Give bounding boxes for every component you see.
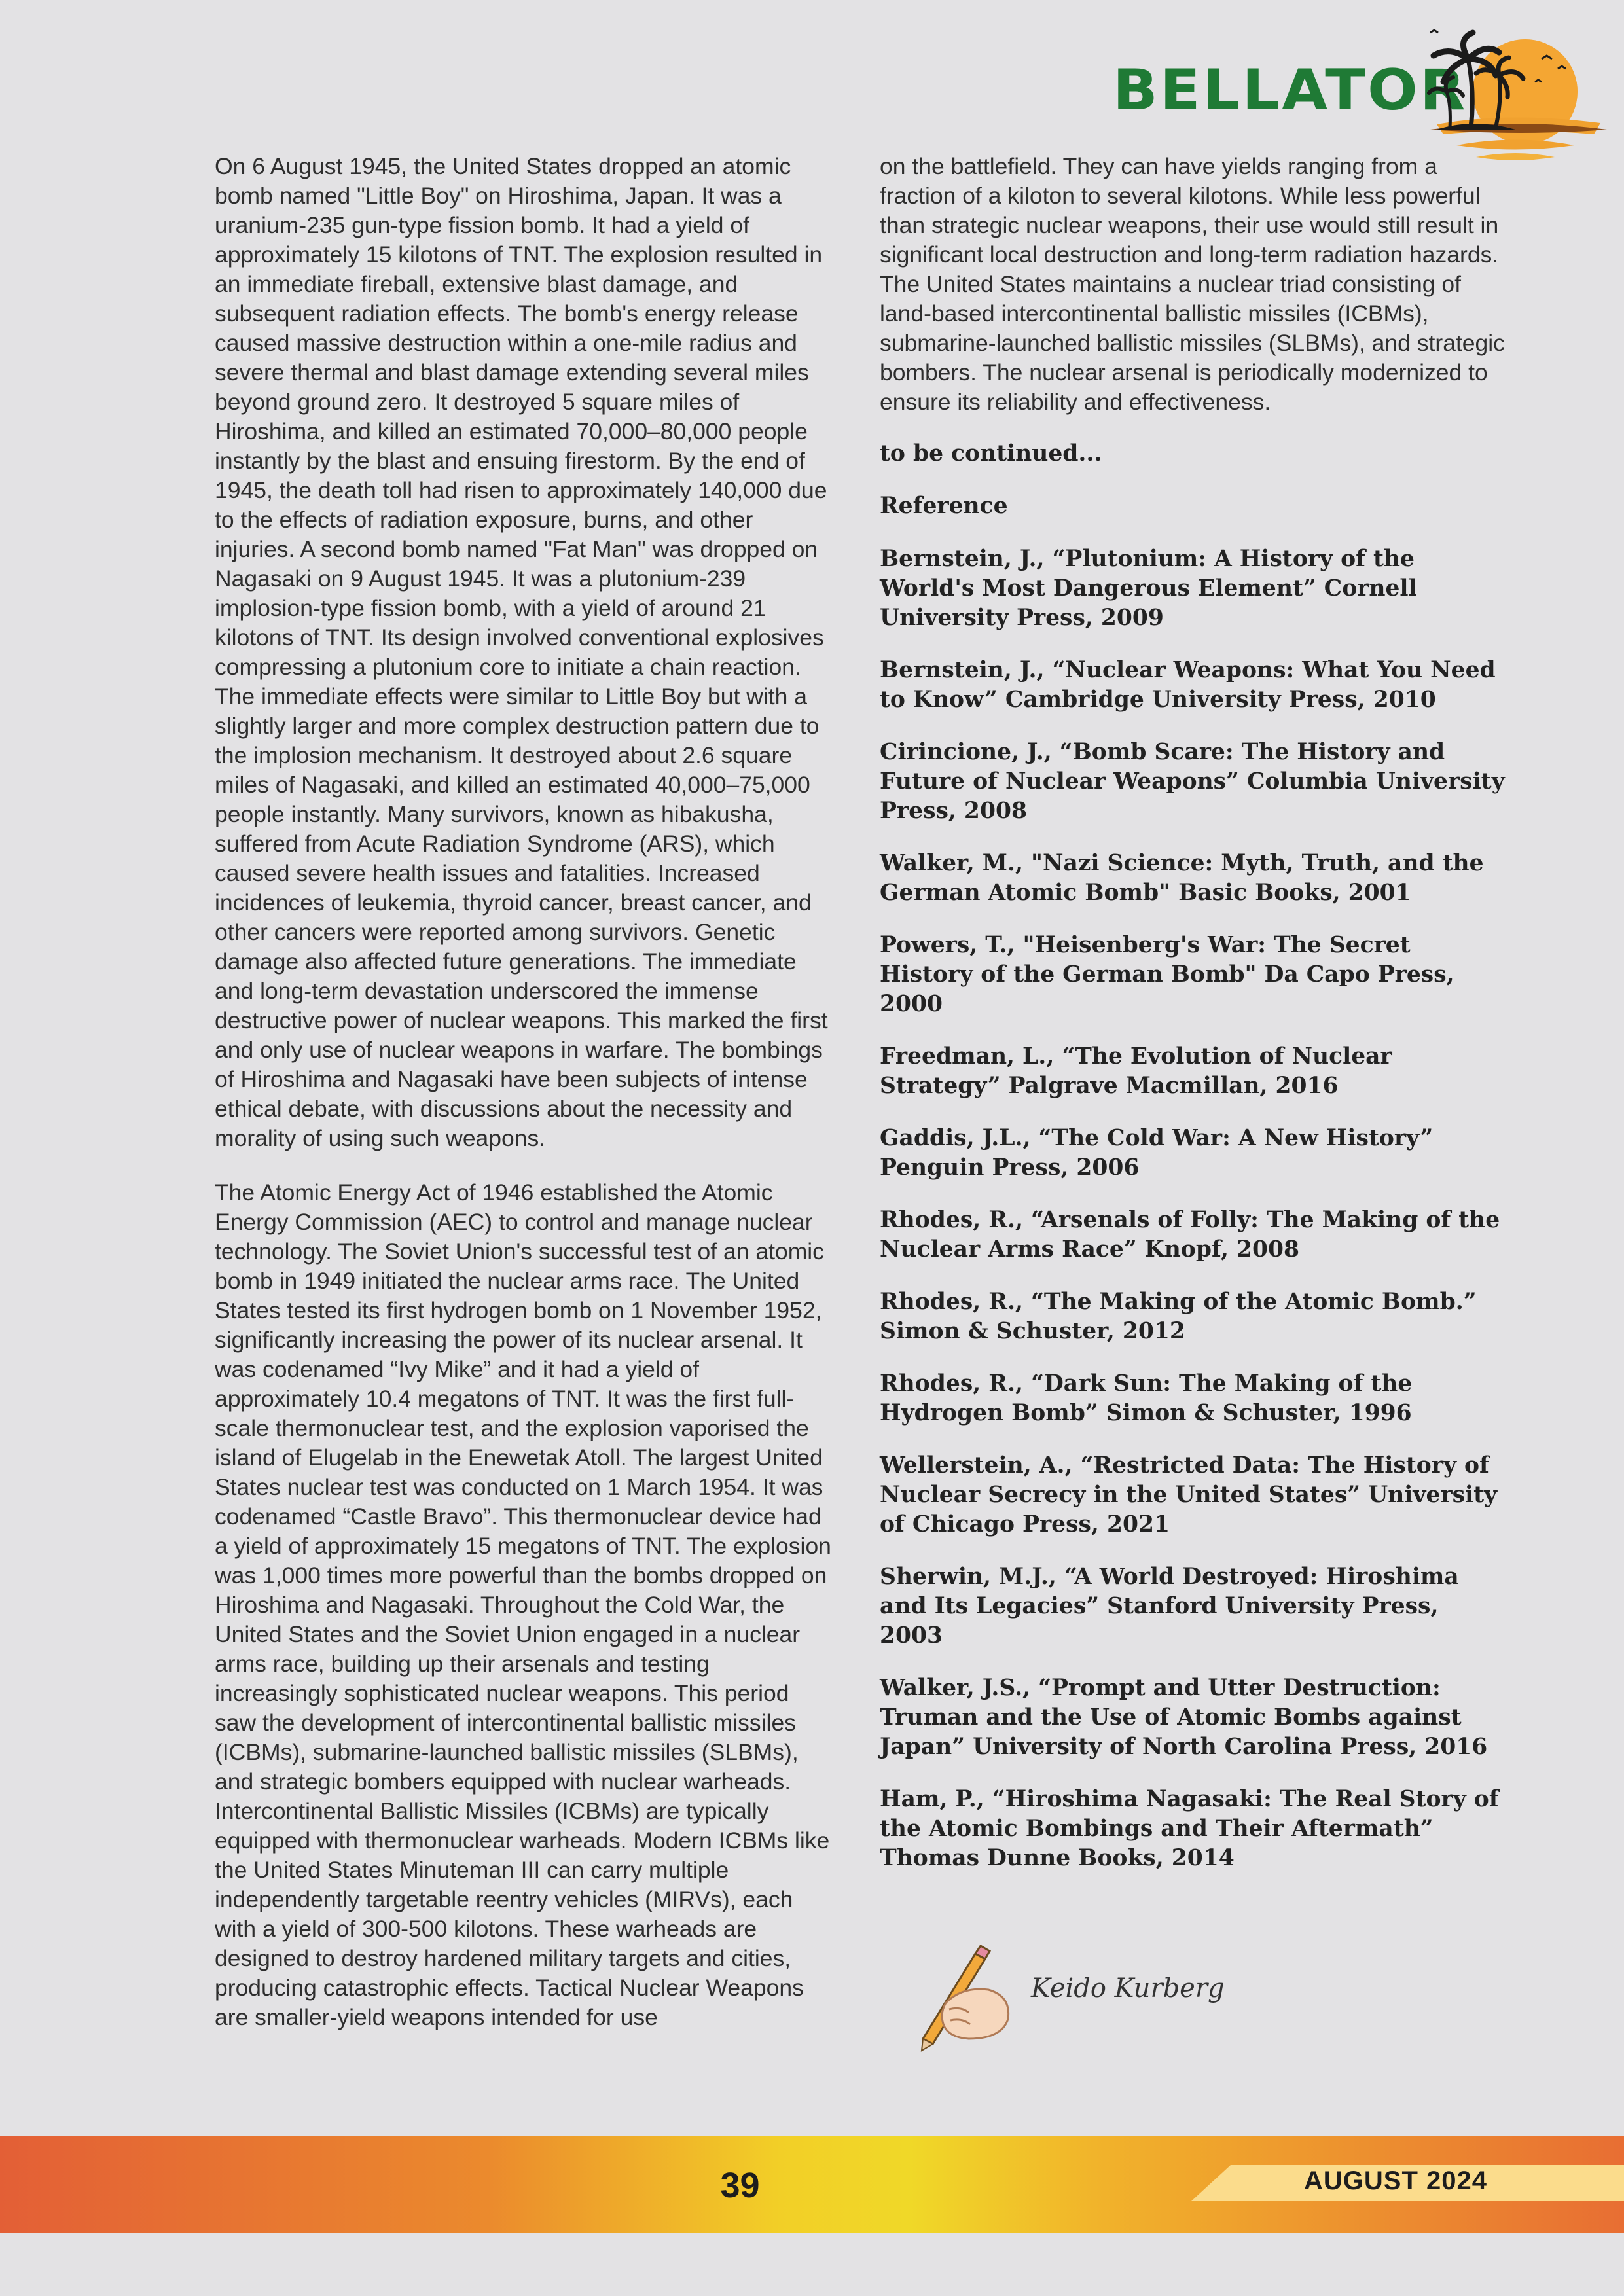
article-paragraph: The Atomic Energy Act of 1946 established the Atomic Energy Commission (AEC) to control and manage nuclear technology. The Soviet Union's successful test of an atomic bomb in 1949 initiated the nuclear arms race. The United States tested its first hydrogen bomb on 1 November 1952, significantly increasing the power of its nuclear arsenal. It was codenamed “Ivy Mike” and it had a yield of approximately 10.4 megatons of TNT. It was the first full-scale thermonuclear test, and the explosion vaporised the island of Elugelab in the Enewetak Atoll. The largest United States nuclear test was conducted on 1 March 1954. It was codenamed “Castle Bravo”. This thermonuclear device had a yield of approximately 15 megatons of TNT. The explosion was 1,000 times more powerful than the bombs dropped on Hiroshima and Nagasaki. Throughout the Cold War, the United States and the Soviet Union engaged in a nuclear arms race, building up their arsenals and testing increasingly sophisticated nuclear weapons. This period saw the development of intercontinental ballistic missiles (ICBMs), submarine-launched ballistic missiles (SLBMs), and strategic bombers equipped with nuclear warheads. Intercontinental Ballistic Missiles (ICBMs) are typically equipped with thermonuclear warheads. Modern ICBMs like the United States Minuteman III can carry multiple independently targetable reentry vehicles (MIRVs), each with a yield of 300-500 kilotons. These warheads are designed to destroy hardened military targets and cities, producing catastrophic effects. Tactical Nuclear Weapons are smaller-yield weapons intended for use <box>215 1179 831 2030</box>
reference-item: Bernstein, J., “Plutonium: A History of the World's Most Dangerous Element” Cornell University Press, 2009 <box>880 546 1417 631</box>
reference-item: Walker, M., "Nazi Science: Myth, Truth, and the German Atomic Bomb" Basic Books, 2001 <box>880 850 1484 906</box>
reference-item: Cirincione, J., “Bomb Scare: The History and Future of Nuclear Weapons” Columbia University Press, 2008 <box>880 739 1505 824</box>
article-paragraph: on the battlefield. They can have yields ranging from a fraction of a kiloton to several kilotons. While less powerful than strategic nuclear weapons, their use would still result in significant local destruction and long-term radiation hazards. The United States maintains a nuclear triad consisting of land-based intercontinental ballistic missiles (ICBMs), submarine-launched ballistic missiles (SLBMs), and strategic bombers. The nuclear arsenal is periodically modernized to ensure its reliability and effectiveness. <box>880 153 1505 415</box>
reference-item: Rhodes, R., “The Making of the Atomic Bomb.” Simon & Schuster, 2012 <box>880 1289 1477 1344</box>
article-paragraph: On 6 August 1945, the United States dropped an atomic bomb named "Little Boy" on Hiroshima, Japan. It was a uranium-235 gun-type fission bomb. It had a yield of approximately 15 kilotons of TNT. The explosion resulted in an immediate fireball, extensive blast damage, and subsequent radiation effects. The bomb's energy release caused massive destruction within a one-mile radius and severe thermal and blast damage extending several miles beyond ground zero. It destroyed 5 square miles of Hiroshima, and killed an estimated 70,000–80,000 people instantly by the blast and ensuing firestorm. By the end of 1945, the death toll had risen to approximately 140,000 due to the effects of radiation exposure, burns, and other injuries. A second bomb named "Fat Man" was dropped on Nagasaki on 9 August 1945. It was a plutonium-239 implosion-type fission bomb, with a yield of around 21 kilotons of TNT. Its design involved conventional explosives compressing a plutonium core to initiate a chain reaction. The immediate effects were similar to Little Boy but with a slightly larger and more complex destruction pattern due to the implosion mechanism. It destroyed about 2.6 square miles of Nagasaki, and killed an estimated 40,000–75,000 people instantly. Many survivors, known as hibakusha, suffered from Acute Radiation Syndrome (ARS), which caused severe health issues and fatalities. Increased incidences of leukemia, thyroid cancer, breast cancer, and other cancers were reported among survivors. Genetic damage also affected future generations. The immediate and long-term devastation underscored the immense destructive power of nuclear weapons. This marked the first and only use of nuclear weapons in warfare. The bombings of Hiroshima and Nagasaki have been subjects of intense ethical debate, with discussions about the necessity and morality of using such weapons. <box>215 153 828 1151</box>
author-name: Keido Kurberg <box>1031 1973 1225 2003</box>
issue-date: AUGUST 2024 <box>1304 2166 1487 2195</box>
reference-heading: Reference <box>880 493 1008 519</box>
palm-island-sunset-icon <box>1411 20 1607 170</box>
reference-item: Wellerstein, A., “Restricted Data: The History of Nuclear Secrecy in the United States” University of Chicago Press, 2021 <box>880 1452 1498 1537</box>
reference-item: Rhodes, R., “Dark Sun: The Making of the Hydrogen Bomb” Simon & Schuster, 1996 <box>880 1371 1413 1426</box>
reference-item: Ham, P., “Hiroshima Nagasaki: The Real Story of the Atomic Bombings and Their Aftermath” Thomas Dunne Books, 2014 <box>880 1786 1499 1871</box>
reference-list <box>880 545 1508 1873</box>
page-number: 39 <box>720 2166 760 2205</box>
bellator-logo <box>1113 20 1610 170</box>
author-signature <box>884 1941 1276 2052</box>
article-right-column <box>880 152 1508 1896</box>
to-be-continued-note: to be continued... <box>880 440 1102 467</box>
pencil-hand-icon <box>884 1941 1015 2052</box>
reference-item: Powers, T., "Heisenberg's War: The Secret History of the German Bomb" Da Capo Press, 2000 <box>880 932 1454 1017</box>
reference-item: Bernstein, J., “Nuclear Weapons: What You Need to Know” Cambridge University Press, 2010 <box>880 657 1496 713</box>
reference-item: Gaddis, J.L., “The Cold War: A New History” Penguin Press, 2006 <box>880 1125 1434 1181</box>
reference-item: Freedman, L., “The Evolution of Nuclear Strategy” Palgrave Macmillan, 2016 <box>880 1043 1392 1099</box>
logo-text: BELLATOR <box>1113 58 1468 123</box>
article-left-column <box>215 152 837 2057</box>
reference-item: Walker, J.S., “Prompt and Utter Destruction: Truman and the Use of Atomic Bombs against Japan” University of North Carolina Press, 2016 <box>880 1675 1488 1760</box>
reference-item: Sherwin, M.J., “A World Destroyed: Hiroshima and Its Legacies” Stanford University Press, 2003 <box>880 1564 1459 1649</box>
reference-item: Rhodes, R., “Arsenals of Folly: The Making of the Nuclear Arms Race” Knopf, 2008 <box>880 1207 1500 1263</box>
